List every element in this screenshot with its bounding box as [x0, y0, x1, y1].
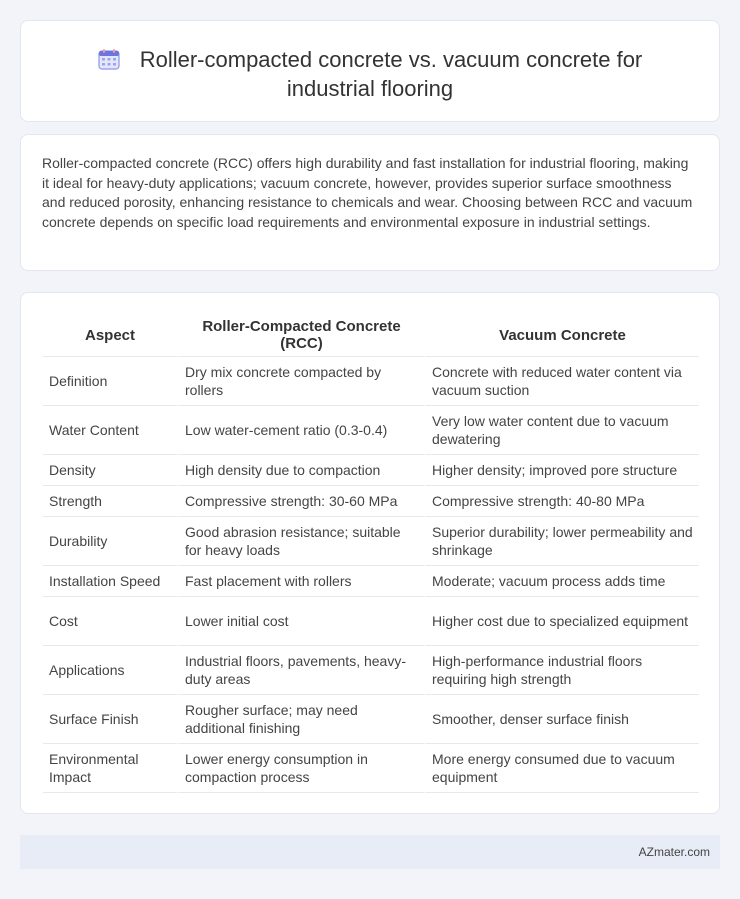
- cell-vacuum: Higher density; improved pore structure: [424, 455, 699, 486]
- cell-rcc: Industrial floors, pavements, heavy-duty areas: [177, 646, 424, 695]
- table-row: [43, 744, 699, 793]
- cell-rcc: Dry mix concrete compacted by rollers: [177, 357, 424, 406]
- cell-aspect: Durability: [43, 517, 177, 566]
- table-row: [43, 486, 699, 517]
- cell-aspect: Definition: [43, 357, 177, 406]
- table-row: [43, 357, 699, 406]
- comparison-table-card: [20, 292, 720, 814]
- cell-aspect: Density: [43, 455, 177, 486]
- cell-rcc: Lower initial cost: [177, 597, 424, 646]
- cell-rcc: Low water-cement ratio (0.3-0.4): [177, 406, 424, 455]
- cell-rcc: Lower energy consumption in compaction process: [177, 744, 424, 793]
- title-card: [20, 20, 720, 122]
- cell-rcc: High density due to compaction: [177, 455, 424, 486]
- summary-card: [20, 134, 720, 271]
- cell-rcc: Good abrasion resistance; suitable for heavy loads: [177, 517, 424, 566]
- cell-aspect: Cost: [43, 597, 177, 646]
- table-row: [43, 455, 699, 486]
- cell-vacuum: Moderate; vacuum process adds time: [424, 566, 699, 597]
- summary-text: Roller-compacted concrete (RCC) offers high durability and fast installation for industrial flooring, making it ideal for heavy-duty applications; vacuum concrete, however, provides superior surface smoothness and reduced porosity, enhancing resistance to chemicals and wear. Choosing between RCC and vacuum concrete depends on specific load requirements and environmental exposure in industrial settings.: [42, 155, 693, 230]
- cell-vacuum: High-performance industrial floors requiring high strength: [424, 646, 699, 695]
- header-aspect: Aspect: [43, 314, 177, 357]
- table-row: [43, 695, 699, 744]
- cell-vacuum: Superior durability; lower permeability and shrinkage: [424, 517, 699, 566]
- cell-vacuum: Smoother, denser surface finish: [424, 695, 699, 744]
- cell-rcc: Fast placement with rollers: [177, 566, 424, 597]
- page-title-wrap: [21, 45, 719, 103]
- header-vacuum: Vacuum Concrete: [424, 314, 699, 357]
- table-header-row: [43, 314, 699, 357]
- header-rcc: Roller-Compacted Concrete (RCC): [177, 314, 424, 357]
- table-row: [43, 406, 699, 455]
- cell-aspect: Strength: [43, 486, 177, 517]
- cell-rcc: Compressive strength: 30-60 MPa: [177, 486, 424, 517]
- calendar-icon: [98, 48, 120, 70]
- cell-aspect: Environmental Impact: [43, 744, 177, 793]
- cell-aspect: Applications: [43, 646, 177, 695]
- table-row: [43, 646, 699, 695]
- cell-aspect: Installation Speed: [43, 566, 177, 597]
- cell-vacuum: Concrete with reduced water content via vacuum suction: [424, 357, 699, 406]
- footer-brand: AZmater.com: [638, 845, 710, 859]
- cell-vacuum: Compressive strength: 40-80 MPa: [424, 486, 699, 517]
- table-row: [43, 566, 699, 597]
- cell-vacuum: More energy consumed due to vacuum equipment: [424, 744, 699, 793]
- cell-rcc: Rougher surface; may need additional finishing: [177, 695, 424, 744]
- table-row: [43, 597, 699, 646]
- cell-vacuum: Higher cost due to specialized equipment: [424, 597, 699, 646]
- table-row: [43, 517, 699, 566]
- comparison-table: [43, 314, 699, 793]
- cell-aspect: Water Content: [43, 406, 177, 455]
- page-title: Roller-compacted concrete vs. vacuum concrete for industrial flooring: [139, 47, 643, 101]
- cell-vacuum: Very low water content due to vacuum dewatering: [424, 406, 699, 455]
- cell-aspect: Surface Finish: [43, 695, 177, 744]
- footer-bar: [20, 835, 720, 869]
